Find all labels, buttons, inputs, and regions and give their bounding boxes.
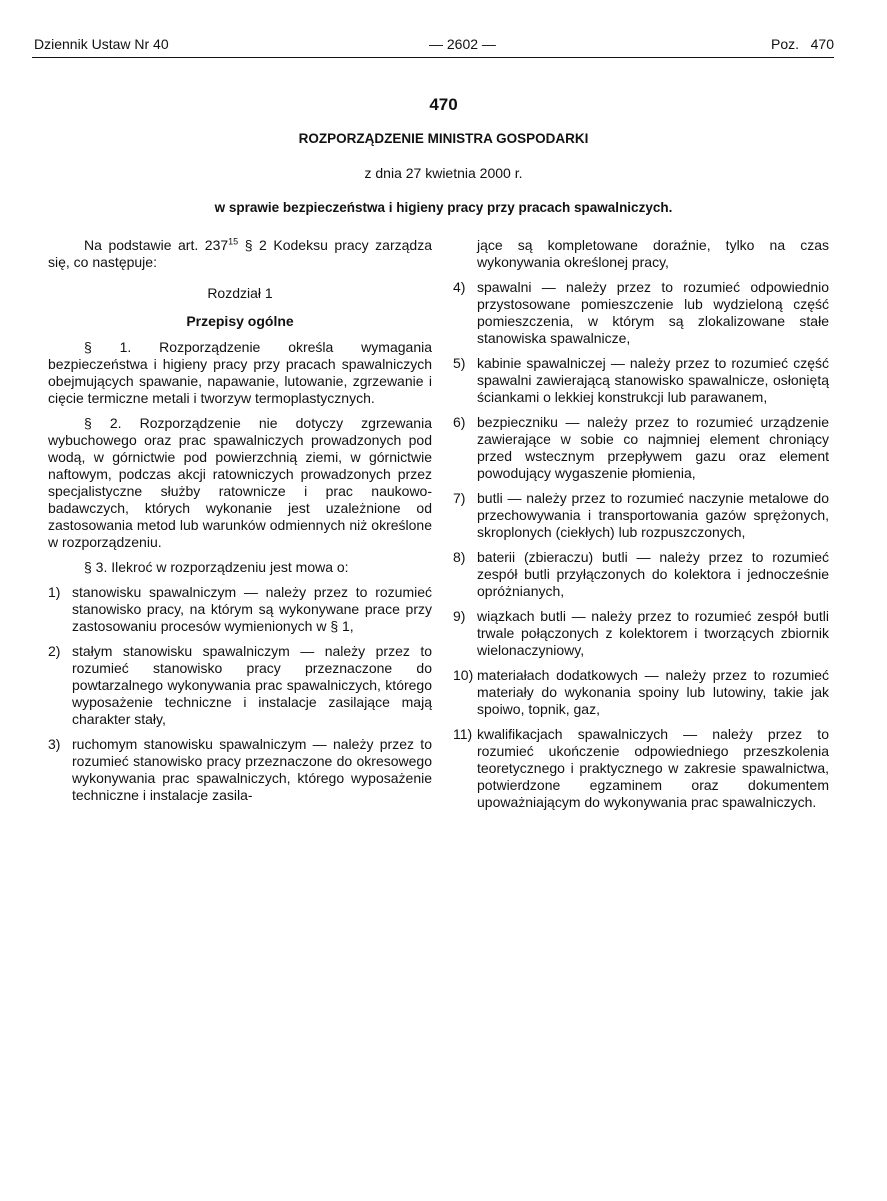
item-number: 7)	[453, 490, 466, 506]
act-title: ROZPORZĄDZENIE MINISTRA GOSPODARKI	[298, 131, 589, 146]
page-number: — 2602 —	[429, 36, 496, 52]
item-number: 10)	[453, 667, 474, 683]
item-number: 2)	[48, 643, 61, 659]
definition-item	[453, 667, 829, 718]
definition-item	[453, 414, 829, 482]
item-number: 8)	[453, 549, 466, 565]
definition-item	[453, 726, 829, 811]
item-continuation: jące są kompletowane doraźnie, tylko na czas wykonywania określonej pracy,	[477, 237, 829, 270]
definition-item	[453, 279, 829, 347]
item-text: kwalifikacjach spawalniczych — należy przez to rozumieć ukończenie odpowiedniego przeszkolenia teoretycznego i praktycznego w zakresie spawalnictwa, potwierdzone egzaminem oraz dokumentem upoważniającym do wykonywania prac spawalniczych.	[477, 726, 829, 810]
item-text: wiązkach butli — należy przez to rozumieć zespół butli trwale połączonych z kolektorem i tworzących zbiornik wielonaczyniowy,	[477, 608, 829, 658]
section-3: § 3. Ilekroć w rozporządzeniu jest mowa o:	[84, 559, 349, 575]
definition-item	[453, 490, 829, 541]
item-text: baterii (zbieraczu) butli — należy przez to rozumieć zespół butli przyłączonych do kolektora i jednocześnie opróżnianych,	[477, 549, 829, 599]
definition-item	[453, 549, 829, 600]
header-rule	[32, 57, 834, 58]
item-text: materiałach dodatkowych — należy przez to rozumieć materiały do wykonania spoiny lub lutowiny, takie jak spoiwo, topnik, gaz,	[477, 667, 829, 717]
section-1: § 1. Rozporządzenie określa wymagania bezpieczeństwa i higieny pracy przy pracach spawalniczych obejmujących spawanie, napawanie, lutowanie, zgrzewanie i cięcie termiczne metali i tworzyw termoplastycznych.	[48, 339, 432, 406]
intro-text-a: Na podstawie art. 237	[84, 237, 229, 253]
definition-item	[48, 736, 432, 804]
position-label: Poz.	[771, 36, 800, 52]
journal-title: Dziennik Ustaw Nr 40	[34, 36, 169, 52]
section-2: § 2. Rozporządzenie nie dotyczy zgrzewania wybuchowego oraz prac spawalniczych prowadzonych pod wodą, w górnictwie pod powierzchnią ziemi, w górnictwie naftowym, podczas akcji ratowniczych prowadzonych przez specjalistyczne służby ratownicze i prac naukowo-badawczych, których wykonanie jest uzależnione od zastosowania metod lub warunków odmiennych niż określone w rozporządzeniu.	[48, 415, 432, 550]
item-number: 1)	[48, 584, 61, 600]
definition-item	[48, 584, 432, 635]
right-column	[453, 237, 829, 819]
item-text: stanowisku spawalniczym — należy przez to rozumieć stanowisko pracy, na którym są wykonywane prace przy zastosowaniu procesów wymienionych w § 1,	[72, 584, 432, 634]
item-number: 5)	[453, 355, 466, 371]
item-text: butli — należy przez to rozumieć naczynie metalowe do przechowywania i transportowania gazów sprężonych, skroplonych (ciekłych) lub rozpuszczonych,	[477, 490, 829, 540]
act-date: z dnia 27 kwietnia 2000 r.	[364, 165, 523, 181]
chapter-title: Przepisy ogólne	[186, 313, 294, 329]
left-column	[48, 237, 432, 812]
definition-item	[48, 643, 432, 728]
item-text: kabinie spawalniczej — należy przez to rozumieć część spawalni zawierającą stanowisko spawalnicze, osłoniętą ściankami o lekkiej konstrukcji lub parawanem,	[477, 355, 829, 405]
act-number: 470	[429, 95, 458, 114]
item-text: bezpieczniku — należy przez to rozumieć urządzenie zawierające w sobie co najmniej element chroniący przed wstecznym przepływem gazu oraz element powodujący wygaszenie płomienia,	[477, 414, 829, 481]
item-number: 11)	[453, 726, 473, 742]
intro-superscript: 15	[228, 236, 239, 247]
position-number: 470	[810, 36, 834, 52]
item-number: 6)	[453, 414, 466, 430]
item-text: ruchomym stanowisku spawalniczym — należy przez to rozumieć stanowisko pracy przeznaczone do okresowego wykonywania prac spawalniczych, którego wyposażenie techniczne i instalacje zasila-	[72, 736, 432, 803]
item-text: stałym stanowisku spawalniczym — należy przez to rozumieć stanowisko pracy przeznaczone do powtarzalnego wykonywania prac spawalniczych, którego wyposażenie techniczne i instalacje zasilające mają charakter stały,	[72, 643, 432, 727]
item-number: 9)	[453, 608, 466, 624]
item-number: 4)	[453, 279, 466, 295]
item-text: spawalni — należy przez to rozumieć odpowiednio przystosowane pomieszczenie lub wydzieloną część pomieszczenia, w którym są zlokalizowane stałe stanowiska spawalnicze,	[477, 279, 829, 346]
intro-text-b: § 2 Kodeksu pracy zarządza się, co następuje:	[48, 237, 432, 270]
chapter-heading: Rozdział 1	[207, 285, 273, 301]
act-subject: w sprawie bezpieczeństwa i higieny pracy przy pracach spawalniczych.	[214, 200, 673, 215]
intro-paragraph	[48, 237, 432, 271]
item-number: 3)	[48, 736, 61, 752]
definition-item	[453, 355, 829, 406]
definition-item	[453, 608, 829, 659]
